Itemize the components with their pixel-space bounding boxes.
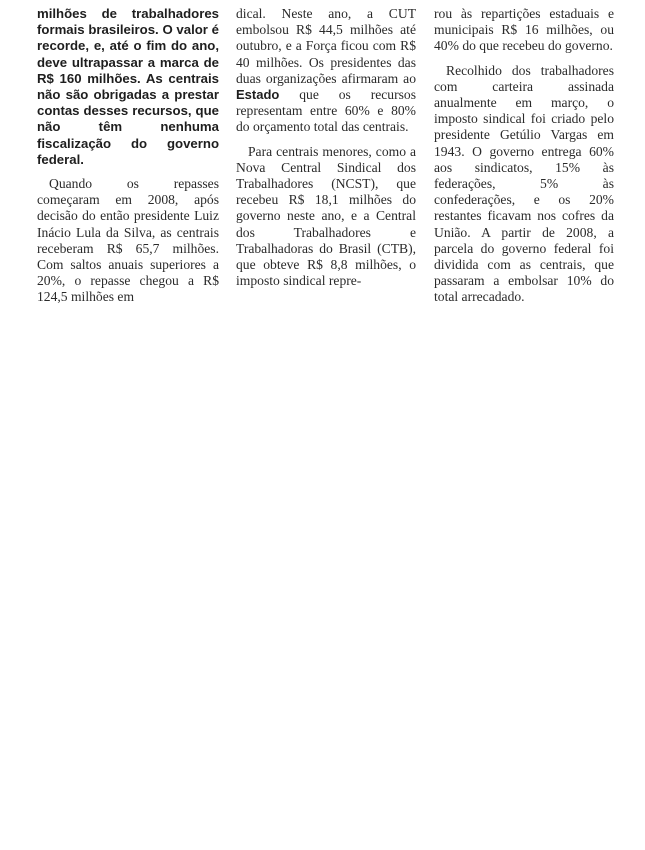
article-paragraph — [236, 6, 416, 136]
article-paragraph: Para centrais menores, como a Nova Central Sindical dos Trabalhadores (NCST), que recebeu R$ 18,1 milhões do governo neste ano, e a Central dos Trabalhadores e Trabalhadoras do Brasil (CTB), que obteve R$ 8,8 milhões, o imposto sindical repre- — [236, 143, 416, 289]
article-lead-paragraph: milhões de trabalhadores formais brasileiros. O valor é recorde, e, até o fim do ano, deve ultrapassar a marca de R$ 160 milhões. As centrais não são obrigadas a prestar contas desses recursos, que não têm nenhuma fiscalização do governo federal. — [37, 6, 219, 167]
article-text: que os recursos representam entre 60% e 80% do orçamento total das centrais. — [236, 87, 416, 135]
article-paragraph: Recolhido dos trabalhadores com carteira assinada anualmente em março, o imposto sindical foi criado pelo presidente Getúlio Vargas em 1943. O governo entrega 60% aos sindicatos, 15% às federações, 5% às confederações, e os 20% restantes ficavam nos cofres da União. A partir de 2008, a parcela do governo federal foi dividida com as centrais, que passaram a embolsar 10% do total arrecadado. — [434, 62, 614, 305]
article-column-1 — [37, 6, 219, 306]
article-text: dical. Neste ano, a CUT embolsou R$ 44,5 milhões até outubro, e a Força ficou com R$ 40 milhões. Os presidentes das duas organizações afirmaram ao — [236, 6, 416, 86]
article-column-3 — [434, 6, 614, 306]
article-paragraph: rou às repartições estaduais e municipais R$ 16 milhões, ou 40% do que recebeu do governo. — [434, 6, 614, 54]
article-paragraph: Quando os repasses começaram em 2008, após decisão do então presidente Luiz Inácio Lula da Silva, as centrais receberam R$ 65,7 milhões. Com saltos anuais superiores a 20%, o repasse chegou a R$ 124,5 milhões em — [37, 176, 219, 305]
newspaper-name: Estado — [236, 87, 280, 103]
article-column-2 — [236, 6, 416, 289]
